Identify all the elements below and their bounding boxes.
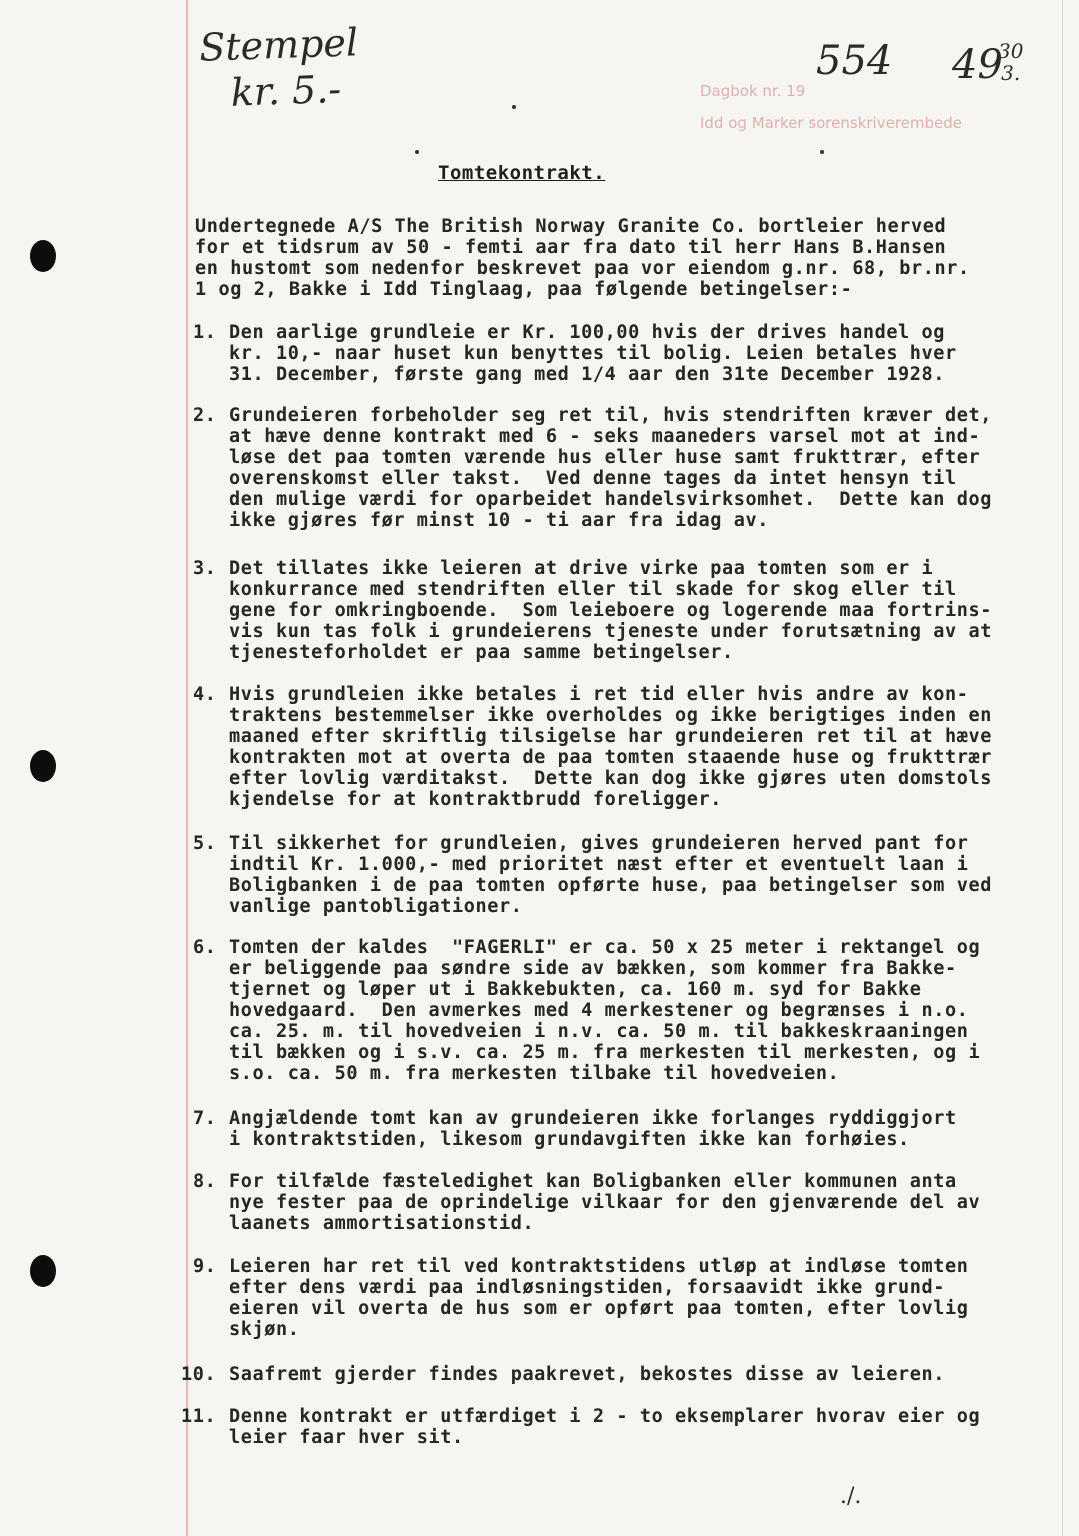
clause-number: 9. — [193, 1256, 217, 1277]
stamp-row-1: Dagbok nr. 19 — [700, 82, 806, 100]
date-top: 30 — [998, 39, 1024, 63]
clause-text: Saafremt gjerder findes paakrevet, bekostes disse av leieren. — [229, 1364, 946, 1385]
punch-hole — [30, 750, 56, 782]
punch-hole — [30, 1255, 56, 1287]
stamp-row-2: Idd og Marker sorenskriverembede — [700, 114, 963, 132]
punch-hole — [30, 240, 56, 272]
clause-number: 8. — [193, 1171, 217, 1192]
clause-text: Den aarlige grundleie er Kr. 100,00 hvis der drives handel og kr. 10,- naar huset kun benyttes til bolig. Leien betales hver 31. December, første gang med 1/4 aar den 31te December 1928. — [229, 322, 957, 385]
clause-number: 6. — [193, 937, 217, 958]
clause-8 — [193, 1171, 981, 1255]
clause-9 — [193, 1256, 969, 1340]
clause-3 — [193, 558, 992, 663]
clause-number: 7. — [193, 1108, 217, 1129]
clause-text: Angjældende tomt kan av grundeieren ikke forlanges ryddiggjort i kontraktstiden, likesom grundavgiften ikke kan forhøies. — [229, 1108, 957, 1150]
clause-text: Grundeieren forbeholder seg ret til, hvis stendriften kræver det, at hæve denne kontrakt med 6 - seks maaneders varsel mot at ind- løse det paa tomten værende hus eller huse samt frukttrær, efter overenskomst eller takst. Ved denne tages da intet hensyn til den mulige værdi for oparbeidet handelsvirksomhet. Dette kan dog ikke gjøres før minst 10 - ti aar fra idag av. — [229, 405, 992, 531]
ink-dot — [820, 150, 824, 154]
clause-number: 4. — [193, 684, 217, 705]
handwritten-line-1: Stempel — [198, 20, 359, 70]
clause-text: Til sikkerhet for grundleien, gives grundeieren herved pant for indtil Kr. 1.000,- med prioritet næst efter et eventuelt laan i Boligbanken i de paa tomten opførte huse, paa betingelser som ved vanlige pantobligationer. — [229, 833, 992, 917]
handwritten-line-2: kr. 5.- — [230, 66, 342, 115]
page-title: Tomtekontrakt. — [438, 162, 606, 184]
clause-text: Det tillates ikke leieren at drive virke paa tomten som er i konkurrance med stendriften eller til skade for skog eller til gene for omkringboende. Som leieboere og logerende maa fortrins- vis kun tas folk i grundeierens tjeneste under forutsætning av at tjenesteforholdet er paa samme betingelser. — [229, 558, 992, 663]
clause-text: Hvis grundleien ikke betales i ret tid eller hvis andre av kon- traktens bestemmelser ikke overholdes og ikke berigtiges inden en maaned efter skriftlig tilsigelse har grundeieren ret til at hæve kontrakten mot at overta de paa tomten staaende huse og frukttrær efter lovlig værditakst. Dette kan dog ikke gjøres uten domstols kjendelse for at kontraktbrudd foreligger. — [229, 684, 992, 810]
page-continuation-mark: ./. — [840, 1484, 862, 1509]
clause-number: 11. — [181, 1406, 217, 1427]
margin-line — [186, 0, 188, 1536]
clause-5 — [193, 833, 992, 917]
clause-number: 2. — [193, 405, 217, 426]
clause-text: Tomten der kaldes "FAGERLI" er ca. 50 x 25 meter i rektangel og er beliggende paa søndre side av bækken, som kommer fra Bakke- tjernet og løper ut i Bakkebukten, ca. 160 m. syd for Bakke hovedgaard. Den avmerkes med 4 merkestener og begrænses i n.o. ca. 25. m. til hovedveien i n.v. ca. 50 m. til bakkeskraaningen til bækken og i s.v. ca. 25 m. fra merkesten til merkesten, og i s.o. ca. 50 m. fra merkesten tilbake til hovedveien. — [229, 937, 981, 1084]
dagbok-number: 554 — [816, 38, 893, 84]
clause-number: 1. — [193, 322, 217, 343]
ink-dot — [415, 150, 419, 154]
clause-text: For tilfælde fæsteledighet kan Boligbanken eller kommunen anta nye fester paa de oprindelige vilkaar for den gjenværende del av laanets ammortisationstid. — [229, 1171, 981, 1234]
clause-text: Leieren har ret til ved kontraktstidens utløp at indløse tomten efter dens værdi paa indløsningstiden, forsaavidt ikke grund- eieren vil overta de hus som er opført paa tomten, efter lovlig skjøn. — [229, 1256, 969, 1340]
date-bottom: 3. — [1001, 61, 1021, 85]
clause-11 — [181, 1406, 981, 1490]
clause-1 — [193, 322, 957, 406]
dagbok-date — [998, 40, 1023, 84]
intro-paragraph: Undertegnede A/S The British Norway Granite Co. bortleier herved for et tidsrum av 50 - femti aar fra dato til herr Hans B.Hansen en hustomt som nedenfor beskrevet paa vor eiendom g.nr. 68, br.nr. 1 og 2, Bakke i Idd Tinglaag, paa følgende betingelser:- — [195, 216, 970, 300]
dagbok-year: 49 — [952, 42, 1003, 88]
clause-6 — [193, 937, 981, 1084]
clause-number: 5. — [193, 833, 217, 854]
clause-text: Denne kontrakt er utfærdiget i 2 - to eksemplarer hvorav eier og leier faar hver sit. — [229, 1406, 981, 1448]
ink-dot — [512, 105, 516, 109]
handwritten-stamp-fee — [198, 19, 360, 116]
clause-number: 10. — [181, 1364, 217, 1385]
clause-4 — [193, 684, 992, 810]
page-edge — [1062, 0, 1063, 1536]
clause-number: 3. — [193, 558, 217, 579]
clause-2 — [193, 405, 992, 531]
